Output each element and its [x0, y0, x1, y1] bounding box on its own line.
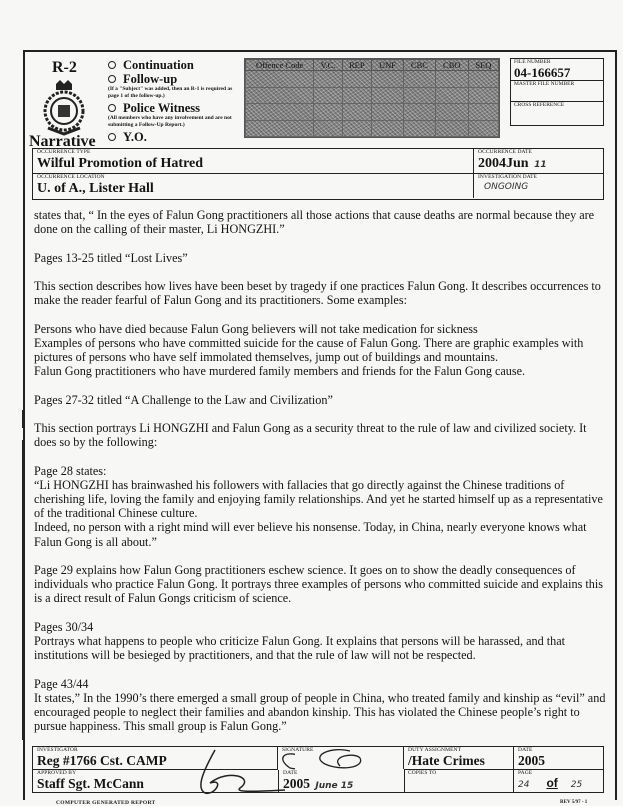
investigation-date-handwritten: ONGOING: [484, 182, 529, 192]
approval-date-handwritten: June 15: [315, 781, 354, 791]
form-code: R-2: [52, 59, 77, 76]
page-current: 24: [518, 780, 530, 790]
date-label: DATE: [518, 747, 533, 753]
paragraph: Portrays what happens to people who criticize Falun Gong. It explains that persons will be harassed, and that institutions will be besieged by practitioners, and that the rule of law will not be respected.: [34, 633, 566, 663]
file-number-box: [510, 58, 604, 126]
example-item: Persons who have died because Falun Gong believers will not take medication for sickness: [34, 321, 478, 336]
occurrence-date-label: OCCURRENCE DATE: [478, 149, 532, 155]
section-heading: Page 43/44: [34, 676, 89, 691]
option-police-witness[interactable]: Police Witness: [108, 101, 243, 115]
section-heading: Pages 30/34: [34, 619, 94, 634]
revision-label: REV 5/97 - 1: [560, 800, 588, 805]
duty-assignment: /Hate Crimes: [408, 753, 485, 768]
police-crest-icon: [38, 78, 90, 136]
paragraph: This section portrays Li HONGZHI and Falun Gong as a security threat to the rule of law and civilized society. It does so by the following:: [34, 420, 587, 450]
investigator-signature-icon: [185, 748, 295, 798]
report-date: 2005: [518, 753, 545, 768]
option-yo[interactable]: Y.O.: [108, 130, 243, 144]
col-seq: SEQ: [468, 60, 498, 71]
col-vc: V.C.: [314, 60, 342, 71]
col-cbc: CBC: [403, 60, 435, 71]
approval-date: 2005: [283, 776, 310, 791]
col-cbo: CBO: [435, 60, 468, 71]
occurrence-date: 2004Jun: [478, 156, 529, 171]
page-total: 25: [570, 780, 583, 790]
signature-scribble-icon: [310, 746, 370, 776]
quote: Indeed, no person with a right mind will ever believe his nonsense. Today, in China, nearly everyone knows what Falun Gong is all about.”: [34, 520, 587, 549]
example-item: Examples of persons who have committed suicide for the cause of Falun Gong. There are graphic examples with pictures of persons who have self immolated themselves, jump out of buildings and mountains.: [34, 335, 584, 364]
offence-code-table: [244, 58, 500, 138]
investigation-date-label: INVESTIGATION DATE: [478, 174, 538, 180]
approved-by: Staff Sgt. McCann: [37, 776, 144, 791]
police-witness-note: (All members who have any involvement and are not submitting a Follow-Up Report.): [108, 115, 232, 128]
paragraph: states that, “ In the eyes of Falun Gong practitioners all those actions that cause deaths are normal because they are done on the calling of their master, Li HONGZHI.”: [34, 208, 595, 237]
paragraph: Page 29 explains how Falun Gong practitioners eschew science. It goes on to show the deadly consequences of individuals who practice Falun Gong. It portrays three examples of persons who committed suicide and explains this is a direct result of Falun Gongs criticism of science.: [34, 562, 603, 606]
occurrence-type-label: OCCURRENCE TYPE: [37, 149, 91, 155]
option-continuation[interactable]: Continuation: [108, 58, 243, 72]
occurrence-day-handwritten: 11: [534, 160, 547, 170]
file-number-label: FILE NUMBER: [514, 59, 551, 65]
quote: “Li HONGZHI has brainwashed his followers with fallacies that go directly against the Chinese traditions of cherishing life, loving the family and enjoying family relationships. And yet he started himself up as a representative of the traditional Chinese culture.: [34, 477, 603, 521]
section-heading: Page 28 states:: [34, 463, 107, 478]
report-type-options: [108, 58, 243, 144]
master-file-label: MASTER FILE NUMBER: [514, 81, 575, 87]
page-of: of: [546, 776, 558, 790]
follow-up-note: (If a "Subject" was added, then an R-1 is required as page 1 of the follow-up.): [108, 86, 233, 99]
col-rep: REP: [342, 60, 371, 71]
cross-reference-label: CROSS REFERENCE: [514, 102, 565, 108]
narrative-body: [34, 208, 606, 733]
radio-icon[interactable]: [108, 133, 116, 141]
scan-margin-mark: [22, 410, 24, 428]
page-label: PAGE: [518, 770, 533, 776]
approval-date-label: DATE: [283, 770, 298, 776]
scan-margin-mark: [22, 440, 24, 740]
section-heading: Pages 27-32 titled “A Challenge to the Law and Civilization”: [34, 392, 333, 407]
approved-by-label: APPROVED BY: [37, 770, 77, 776]
radio-icon[interactable]: [108, 104, 116, 112]
example-item: Falun Gong practitioners who have murdered family members and friends for the Falun Gong cause.: [34, 364, 526, 379]
signature-label: SIGNATURE: [282, 747, 314, 753]
duty-assignment-label: DUTY ASSIGNMENT: [408, 747, 462, 753]
file-number: 04-166657: [511, 66, 603, 81]
radio-icon[interactable]: [108, 61, 116, 69]
occurrence-location: U. of A., Lister Hall: [37, 181, 154, 196]
occurrence-type: Wilful Promotion of Hatred: [37, 156, 204, 171]
occurrence-location-label: OCCURRENCE LOCATION: [37, 174, 105, 180]
option-follow-up[interactable]: Follow-up: [108, 72, 243, 86]
paragraph: It states,” In the 1990’s there emerged a small group of people in China, who treated family and kinship as “evil” and encouraged people to neglect their families and abandon kinship. This has violated the Chinese people’s right to pursue happiness. This small group is Falun Gong.”: [34, 690, 606, 734]
computer-generated-label: COMPUTER GENERATED REPORT: [56, 800, 156, 806]
section-heading: Pages 13-25 titled “Lost Lives”: [34, 250, 188, 265]
investigator-name: Reg #1766 Cst. CAMP: [37, 753, 167, 768]
paragraph: This section describes how lives have been beset by tragedy if one practices Falun Gong. It describes occurrences to make the reader fearful of Falun Gong and its practitioners. Some examples:: [34, 278, 601, 308]
form-title: Narrative: [29, 133, 96, 150]
investigator-label: INVESTIGATOR: [37, 747, 78, 753]
col-unf: UNF: [372, 60, 404, 71]
col-offence-code: Offence Code: [246, 60, 314, 71]
radio-icon[interactable]: [108, 75, 116, 83]
occurrence-info: [32, 148, 604, 200]
copies-to-label: COPIES TO: [408, 770, 437, 776]
